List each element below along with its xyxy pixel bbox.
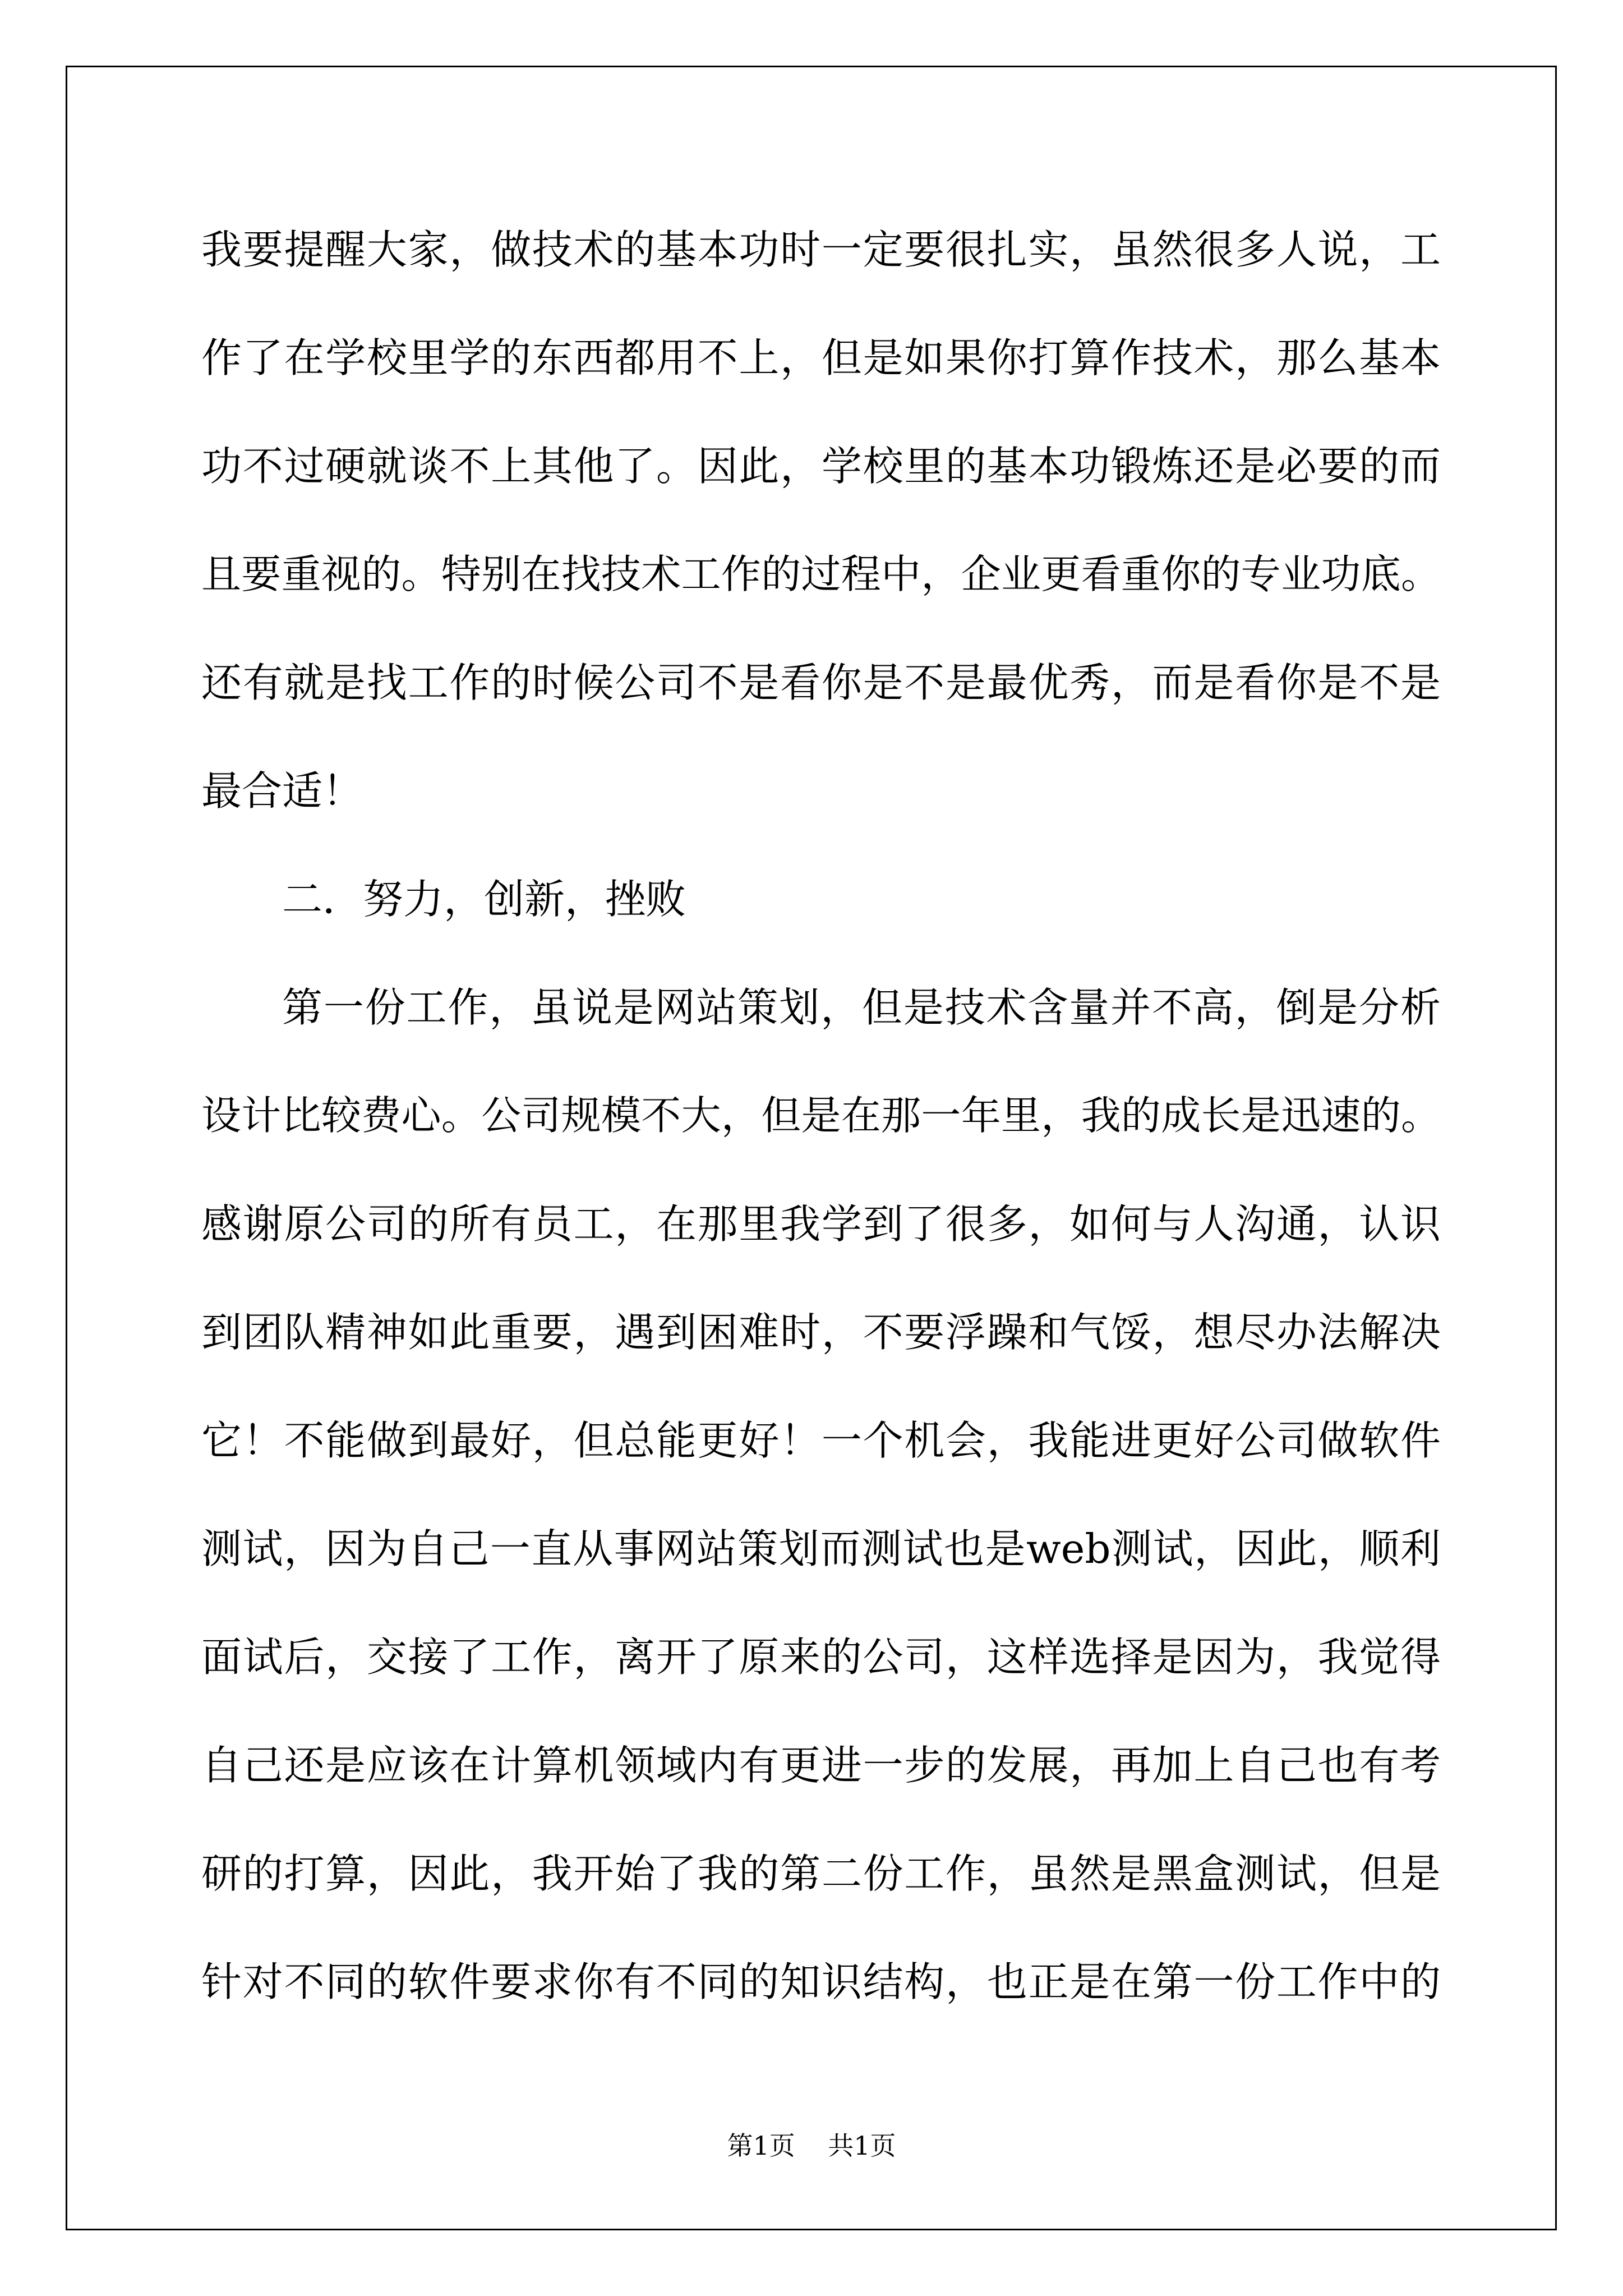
text-line: 自己还是应该在计算机领域内有更进一步的发展，再加上自己也有考 xyxy=(201,1742,1441,1789)
text-line: 到团队精神如此重要，遇到困难时，不要浮躁和气馁，想尽办法解决 xyxy=(201,1309,1441,1356)
text-line: 且要重视的。特别在找技术工作的过程中，企业更看重你的专业功底。 xyxy=(201,551,1441,597)
section-heading: 二．努力，创新，挫败 xyxy=(282,876,686,923)
text-line: 测试，因为自己一直从事网站策划而测试也是web测试，因此，顺利 xyxy=(201,1525,1441,1572)
text-line: 设计比较费心。公司规模不大，但是在那一年里，我的成长是迅速的。 xyxy=(201,1092,1441,1139)
text-line: 第一份工作，虽说是网站策划，但是技术含量并不高，倒是分析 xyxy=(282,984,1441,1031)
text-line: 作了在学校里学的东西都用不上，但是如果你打算作技术，那么基本 xyxy=(201,334,1441,381)
text-line: 功不过硬就谈不上其他了。因此，学校里的基本功锻炼还是必要的而 xyxy=(201,443,1441,490)
text-line: 面试后，交接了工作，离开了原来的公司，这样选择是因为，我觉得 xyxy=(201,1634,1441,1681)
page-footer: 第1页 共1页 xyxy=(727,2131,896,2161)
text-line: 最合适！ xyxy=(201,767,363,815)
text-line: 感谢原公司的所有员工，在那里我学到了很多，如何与人沟通，认识 xyxy=(201,1200,1441,1248)
text-line: 还有就是找工作的时候公司不是看你是不是最优秀，而是看你是不是 xyxy=(201,659,1441,706)
text-line: 我要提醒大家，做技术的基本功时一定要很扎实，虽然很多人说，工 xyxy=(201,226,1441,273)
text-line: 针对不同的软件要求你有不同的知识结构，也正是在第一份工作中的 xyxy=(201,1958,1441,2005)
text-line: 研的打算，因此，我开始了我的第二份工作，虽然是黑盒测试，但是 xyxy=(201,1850,1441,1897)
text-line: 它！不能做到最好，但总能更好！一个机会，我能进更好公司做软件 xyxy=(201,1417,1441,1464)
